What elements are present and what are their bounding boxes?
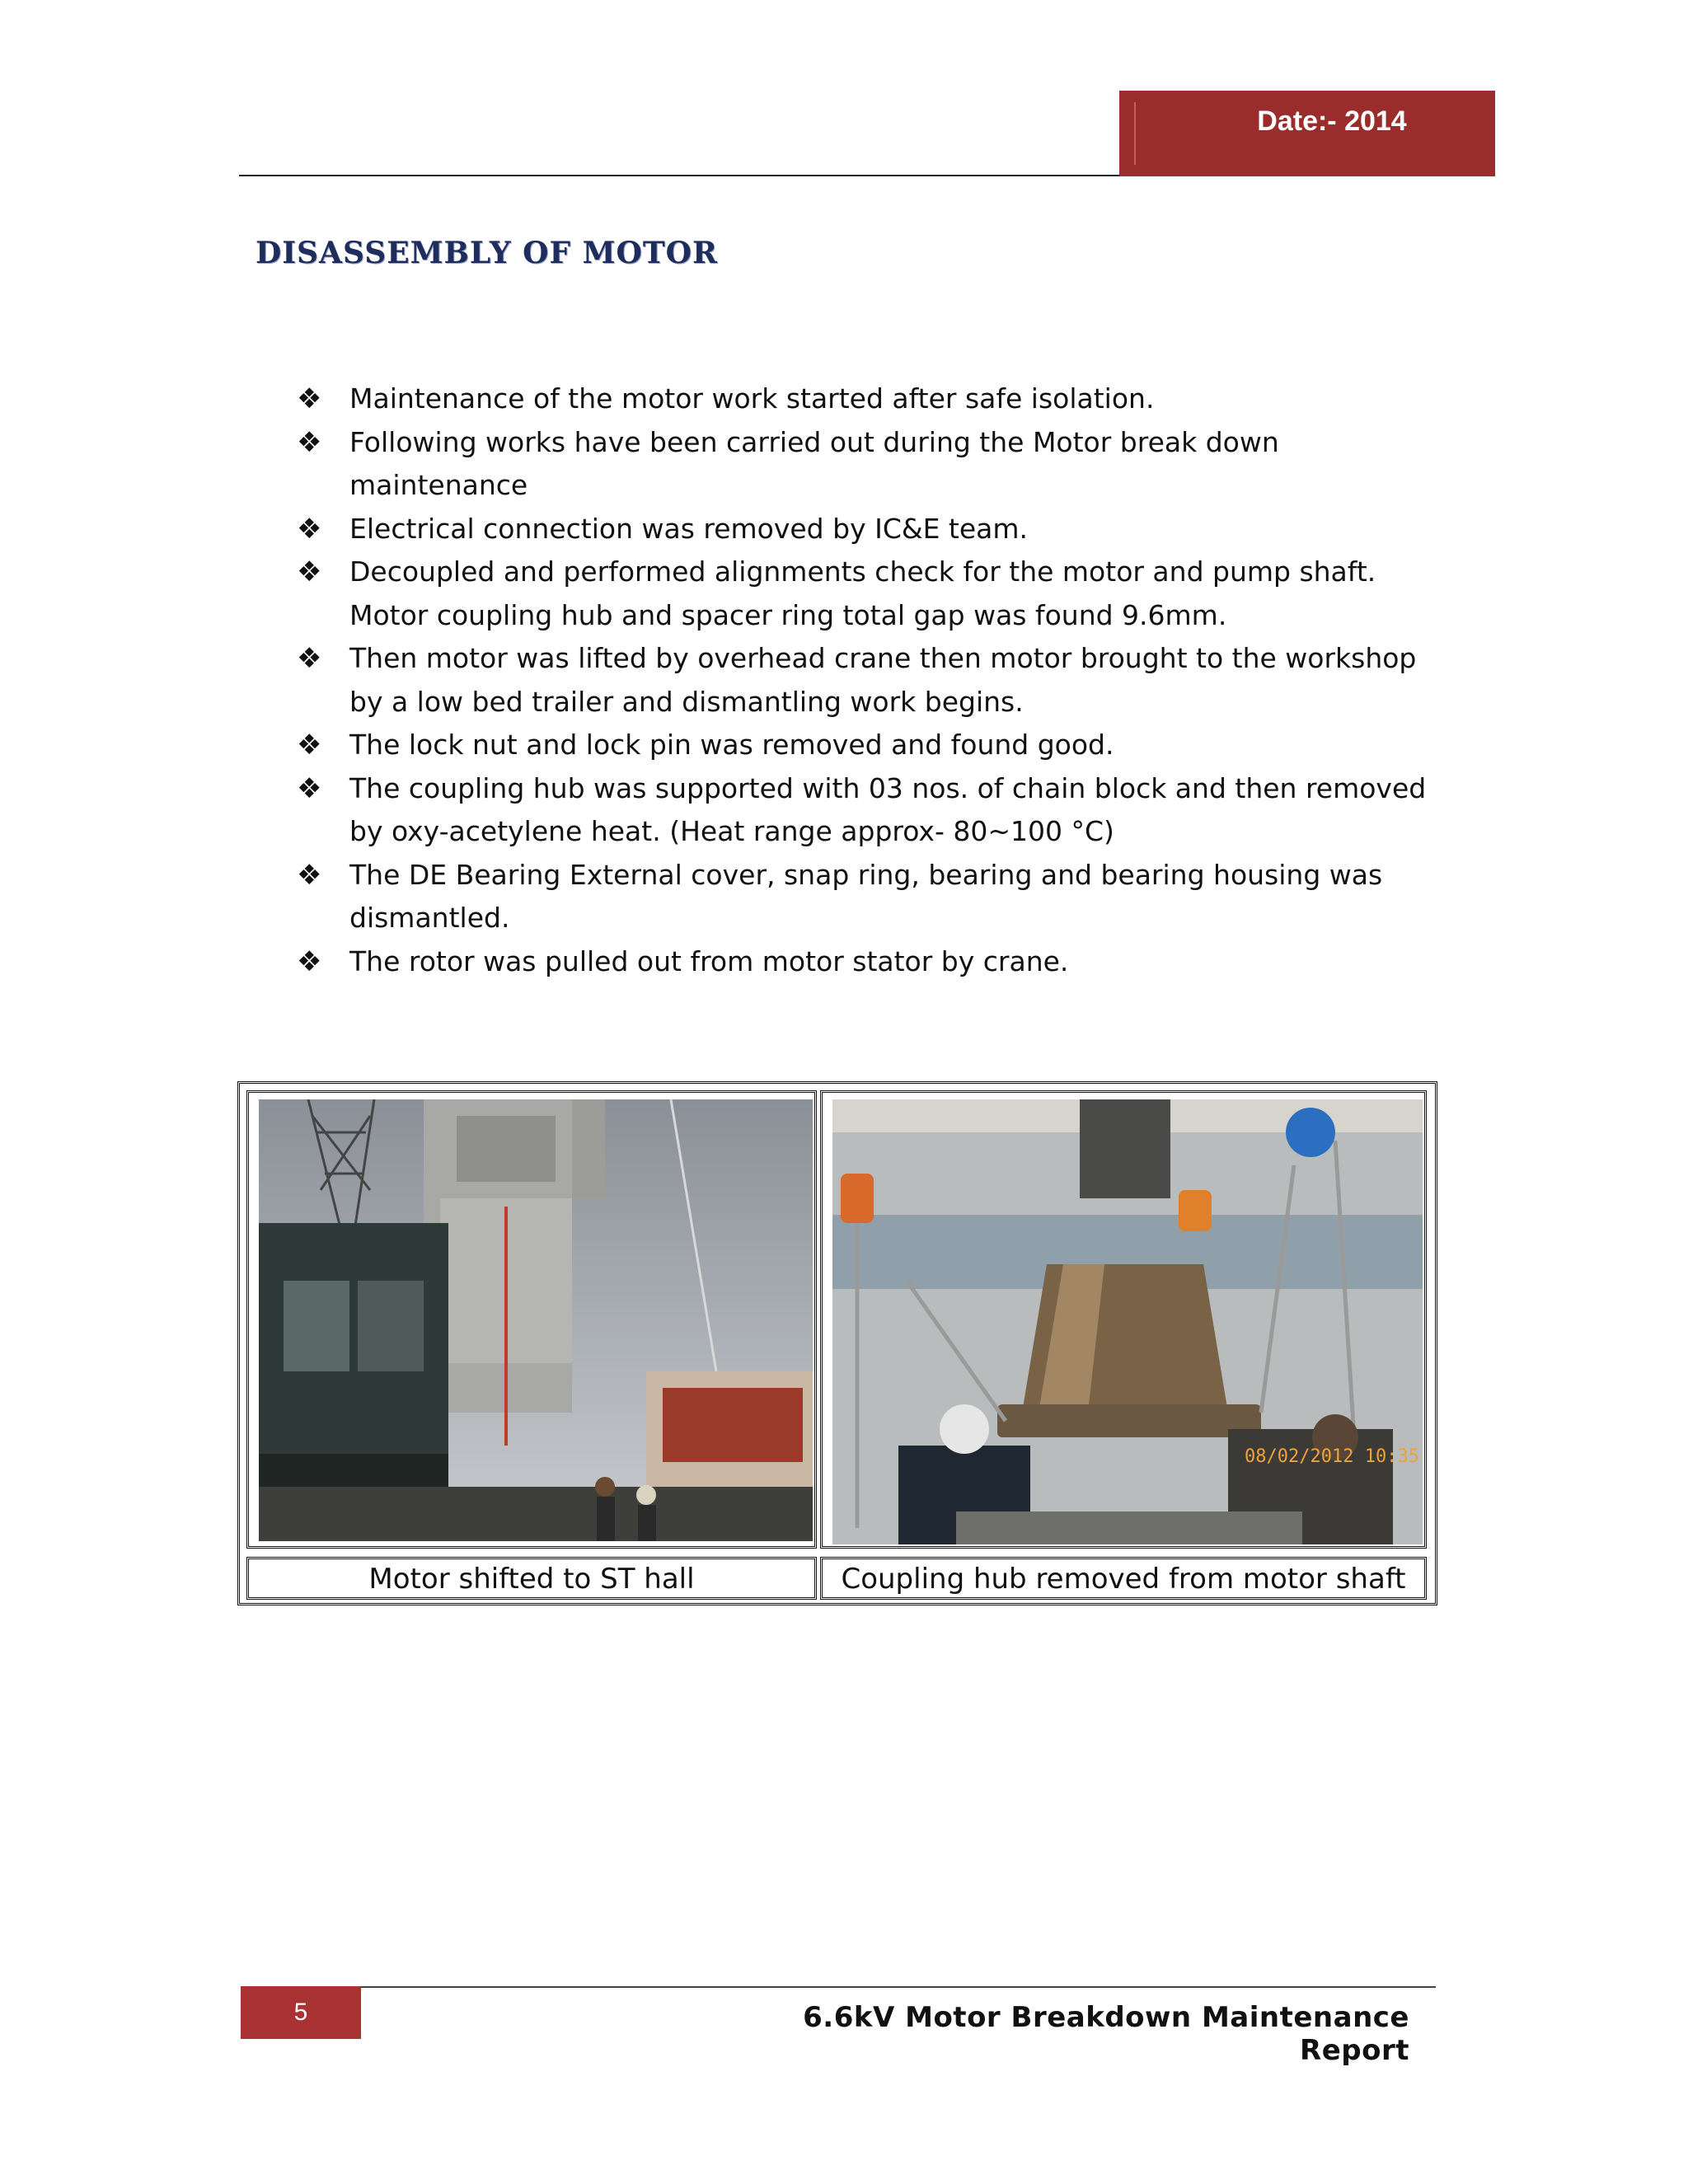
list-item: ❖ The coupling hub was supported with 03 nos. of chain block and then removed by oxy-acetylene heat. (Heat range approx- 80~100 °C)	[297, 767, 1451, 854]
coupling-hub-photo	[832, 1099, 1423, 1544]
list-item: ❖ Maintenance of the motor work started after safe isolation.	[297, 377, 1451, 421]
date-label: Date:- 2014	[1257, 105, 1407, 137]
page-number: 5	[241, 1986, 361, 2039]
diamond-bullet-icon: ❖	[297, 729, 322, 762]
photo-table	[237, 1081, 1437, 1605]
list-item: ❖ The DE Bearing External cover, snap ring, bearing and bearing housing was dismantled.	[297, 854, 1451, 940]
left-caption-cell	[246, 1557, 817, 1600]
footer-rule	[241, 1986, 1436, 1988]
list-item: ❖ Decoupled and performed alignments check for the motor and pump shaft. Motor coupling hub and spacer ring total gap was found 9.6mm.	[297, 551, 1451, 637]
diamond-bullet-icon: ❖	[297, 642, 322, 675]
left-photo-cell	[246, 1090, 817, 1549]
right-photo-caption: Coupling hub removed from motor shaft	[841, 1563, 1406, 1596]
diamond-bullet-icon: ❖	[297, 382, 322, 415]
list-item: ❖ Following works have been carried out during the Motor break down maintenance	[297, 421, 1451, 508]
diamond-bullet-icon: ❖	[297, 944, 322, 978]
right-photo-cell	[820, 1090, 1427, 1549]
right-caption-cell	[820, 1557, 1427, 1600]
diamond-bullet-icon: ❖	[297, 512, 322, 546]
left-photo-caption: Motor shifted to ST hall	[368, 1563, 695, 1596]
motor-crane-illustration	[259, 1099, 813, 1541]
date-box	[1119, 91, 1495, 176]
motor-crane-photo	[259, 1099, 813, 1541]
list-item: ❖ The rotor was pulled out from motor stator by crane.	[297, 940, 1451, 984]
bullet-list	[297, 377, 1451, 983]
report-title: 6.6kV Motor Breakdown Maintenance Report	[803, 2001, 1409, 2067]
list-item: ❖ Then motor was lifted by overhead crane then motor brought to the workshop by a low bed trailer and dismantling work begins.	[297, 637, 1451, 724]
coupling-hub-illustration	[832, 1099, 1423, 1544]
section-title: DISASSEMBLY OF MOTOR	[256, 236, 718, 270]
photo-timestamp: 08/02/2012 10:35	[1245, 1446, 1419, 1467]
list-item: ❖ Electrical connection was removed by IC&E team.	[297, 508, 1451, 551]
diamond-bullet-icon: ❖	[297, 858, 322, 892]
list-item: ❖ The lock nut and lock pin was removed and found good.	[297, 724, 1451, 767]
diamond-bullet-icon: ❖	[297, 771, 322, 805]
diamond-bullet-icon: ❖	[297, 425, 322, 459]
diamond-bullet-icon: ❖	[297, 555, 322, 588]
